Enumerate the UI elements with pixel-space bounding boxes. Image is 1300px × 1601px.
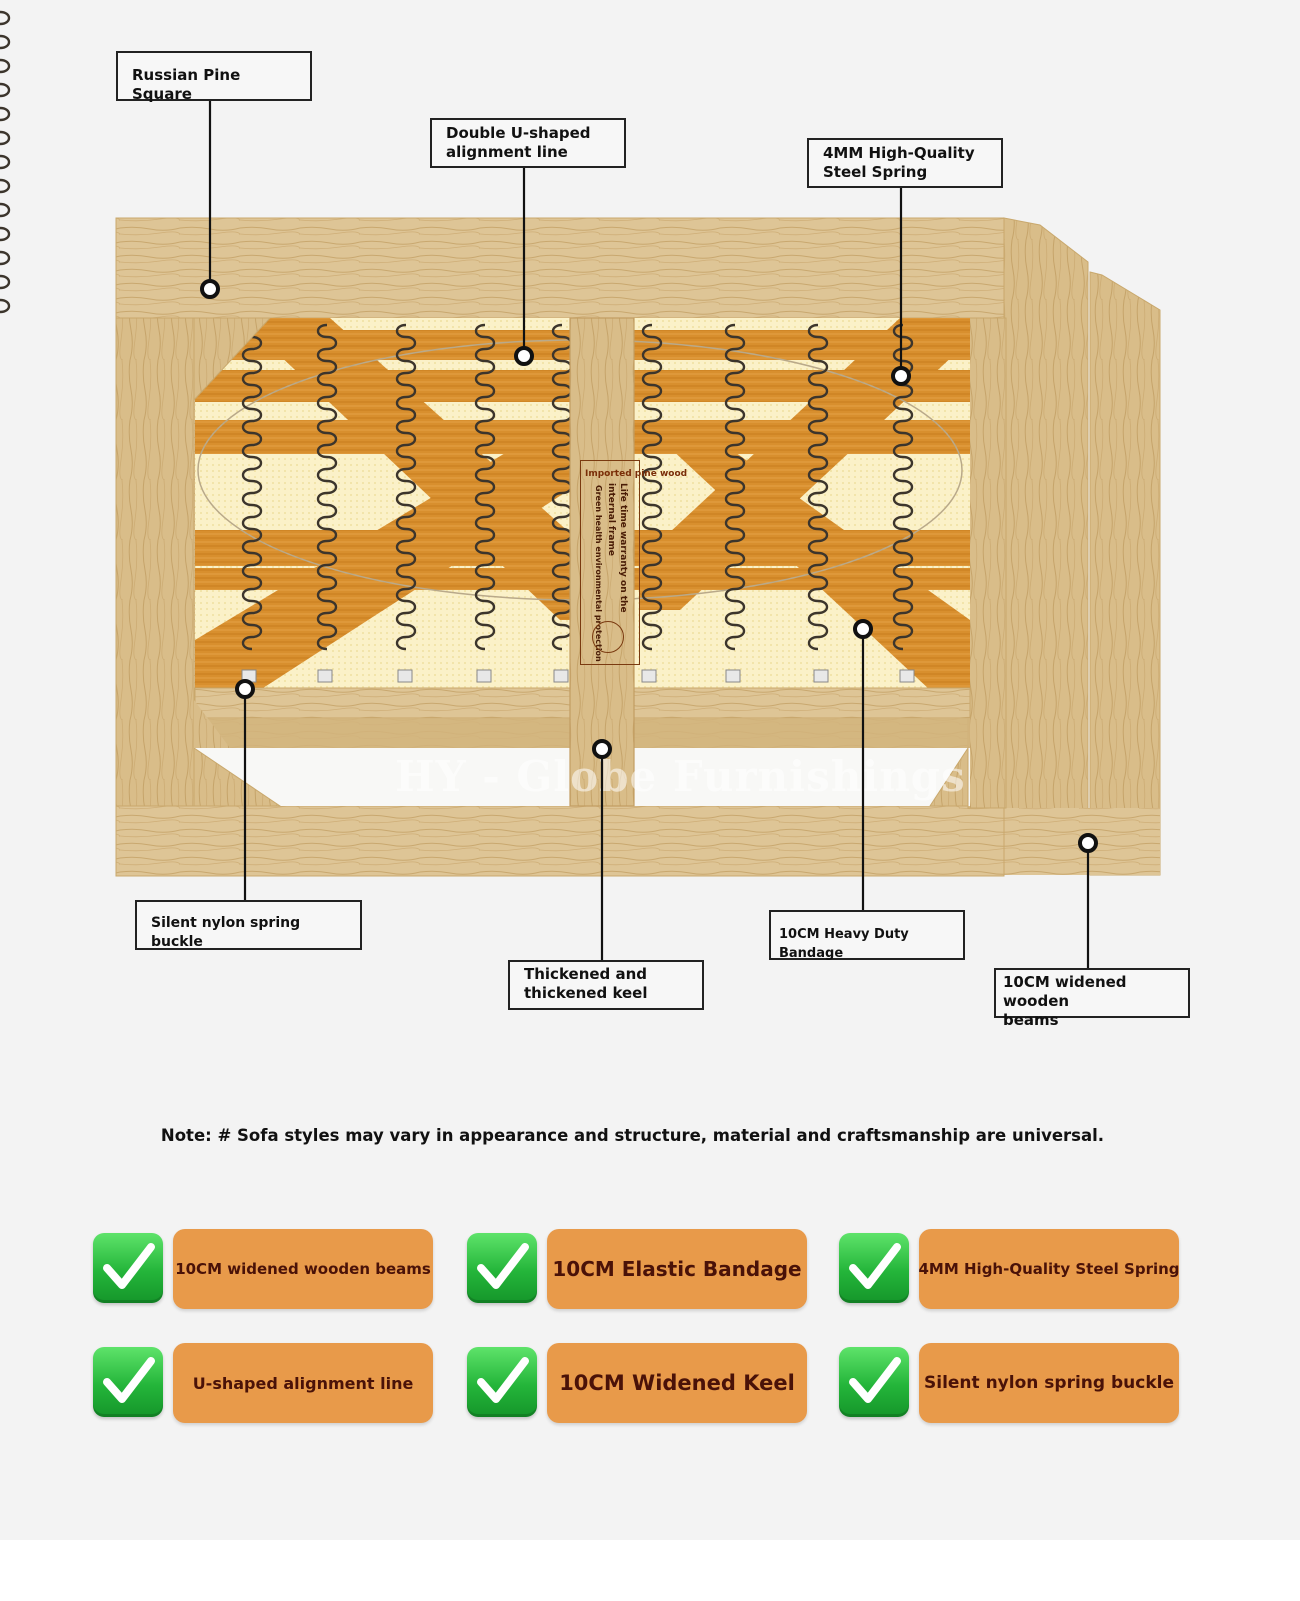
callout-thickened-keel xyxy=(508,960,704,1010)
callout-russian-pine-square xyxy=(116,51,312,101)
bottom-strip xyxy=(0,1540,1300,1601)
callout-text: 10CM widened wooden xyxy=(1003,973,1127,1010)
callout-text: alignment line xyxy=(446,143,568,161)
callout-text: 10CM Heavy Duty Bandage xyxy=(779,927,909,961)
checkmark-icon xyxy=(839,1233,909,1303)
callout-widened-wooden-beams xyxy=(994,968,1190,1029)
callout-text: Steel Spring xyxy=(823,163,928,181)
callout-steel-spring xyxy=(807,138,1003,188)
feature-label: U-shaped alignment line xyxy=(173,1343,433,1423)
note-text: Note: # Sofa styles may vary in appearance and structure, material and craftsmanship are universal. xyxy=(160,1126,1105,1145)
feature-label: 10CM Widened Keel xyxy=(547,1343,807,1423)
stamp-line-1: Life time warranty on the xyxy=(618,483,628,613)
callout-u-shaped-alignment-line xyxy=(430,118,626,168)
stamp-header: Imported pine wood xyxy=(585,469,688,479)
callout-text: Silent nylon spring buckle xyxy=(151,915,301,950)
checkmark-icon xyxy=(839,1347,909,1417)
feature-label: 4MM High-Quality Steel Spring xyxy=(919,1229,1179,1309)
callout-text: Thickened and xyxy=(524,965,648,983)
feature-label: 10CM Elastic Bandage xyxy=(547,1229,807,1309)
callout-text: beams xyxy=(1003,1011,1059,1029)
checkmark-icon xyxy=(467,1233,537,1303)
callout-text: Double U-shaped xyxy=(446,124,591,142)
feature-label: Silent nylon spring buckle xyxy=(919,1343,1179,1423)
watermark: HY - Globe Furnishings xyxy=(395,752,966,801)
callout-text: thickened keel xyxy=(524,984,648,1002)
checkmark-icon xyxy=(467,1347,537,1417)
stamp-line-2: internal frame xyxy=(606,483,616,556)
callout-heavy-duty-bandage xyxy=(769,910,965,960)
callout-text: 4MM High-Quality xyxy=(823,144,975,162)
stamp-line-3: Green health environmental protection xyxy=(594,485,603,662)
feature-label: 10CM widened wooden beams xyxy=(173,1229,433,1309)
checkmark-icon xyxy=(93,1233,163,1303)
callout-text: Russian Pine Square xyxy=(132,66,241,103)
callout-nylon-spring-buckle xyxy=(135,900,362,950)
checkmark-icon xyxy=(93,1347,163,1417)
